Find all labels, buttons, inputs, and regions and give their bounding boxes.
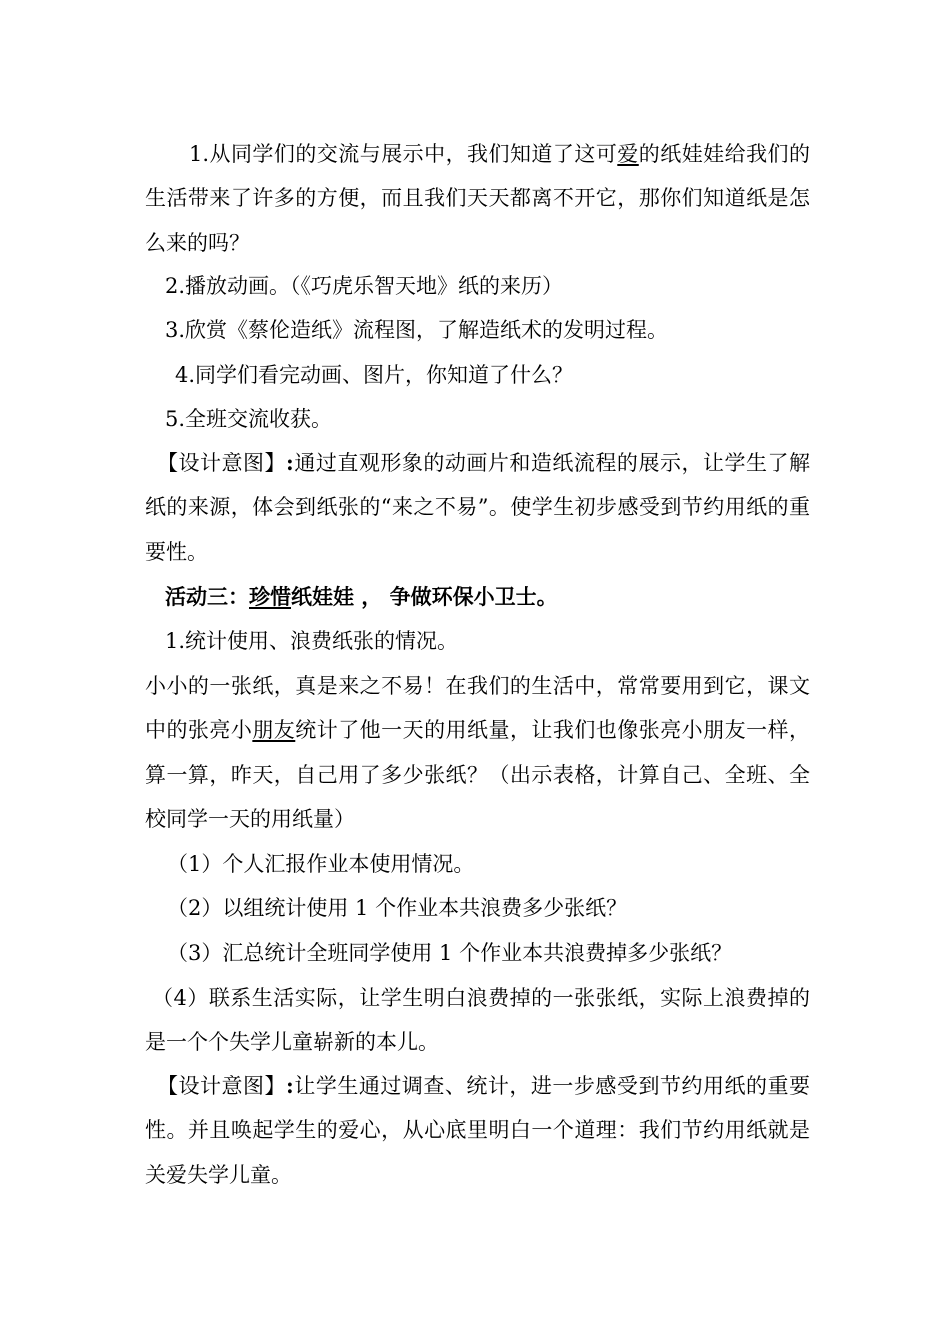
design-intent-label: 【设计意图】 [157, 451, 287, 475]
activity-3-heading: 活动三：珍惜纸娃娃 ， 争做环保小卫士。 [165, 584, 558, 609]
paragraph-4: 4.同学们看完动画、图片，你知道了什么？ [175, 363, 574, 387]
underlined-word: 朋友 [252, 718, 296, 743]
step-1: （1）个人汇报作业本使用情况。 [167, 852, 475, 876]
design-intent-label: 【设计意图】 [157, 1074, 287, 1098]
design-intent-1: 【设计意图】:通过直观形象的动画片和造纸流程的展示，让学生了解纸的来源，体会到纸张的“来之不易”。使学生初步感受到节约用纸的重要性。 [145, 450, 810, 564]
paragraph-1: 1.从同学们的交流与展示中，我们知道了这可爱的纸娃娃给我们的生活带来了许多的方便，而且我们天天都离不开它，那你们知道纸是怎么来的吗？ [145, 142, 811, 255]
paragraph-5: 5.全班交流收获。 [165, 407, 333, 431]
paragraph-3: 3.欣赏《蔡伦造纸》流程图，了解造纸术的发明过程。 [165, 318, 669, 342]
design-intent-2: 【设计意图】:让学生通过调查、统计，进一步感受到节约用纸的重要性。并且唤起学生的爱心，从心底里明白一个道理：我们节约用纸就是关爱失学儿童。 [145, 1073, 810, 1187]
underlined-word: 爱 [617, 142, 639, 166]
paragraph-6: 1.统计使用、浪费纸张的情况。 [165, 629, 459, 653]
paragraph-7: 小小的一张纸，真是来之不易！在我们的生活中，常常要用到它，课文中的张亮小朋友统计了他一天的用纸量，让我们也像张亮小朋友一样，算一算，昨天，自己用了多少张纸？（出示表格，计算自己、全班、全校同学一天的用纸量） [145, 674, 811, 831]
underlined-word: 珍惜 [249, 584, 291, 609]
step-4: （4）联系生活实际，让学生明白浪费掉的一张张纸，实际上浪费掉的是一个个失学儿童崭新的本儿。 [145, 986, 810, 1055]
paragraph-2: 2.播放动画。（《巧虎乐智天地》纸的来历） [165, 274, 564, 298]
step-2: （2）以组统计使用 1 个作业本共浪费多少张纸？ [167, 896, 628, 920]
step-3: （3）汇总统计全班同学使用 1 个作业本共浪费掉多少张纸？ [167, 941, 733, 965]
